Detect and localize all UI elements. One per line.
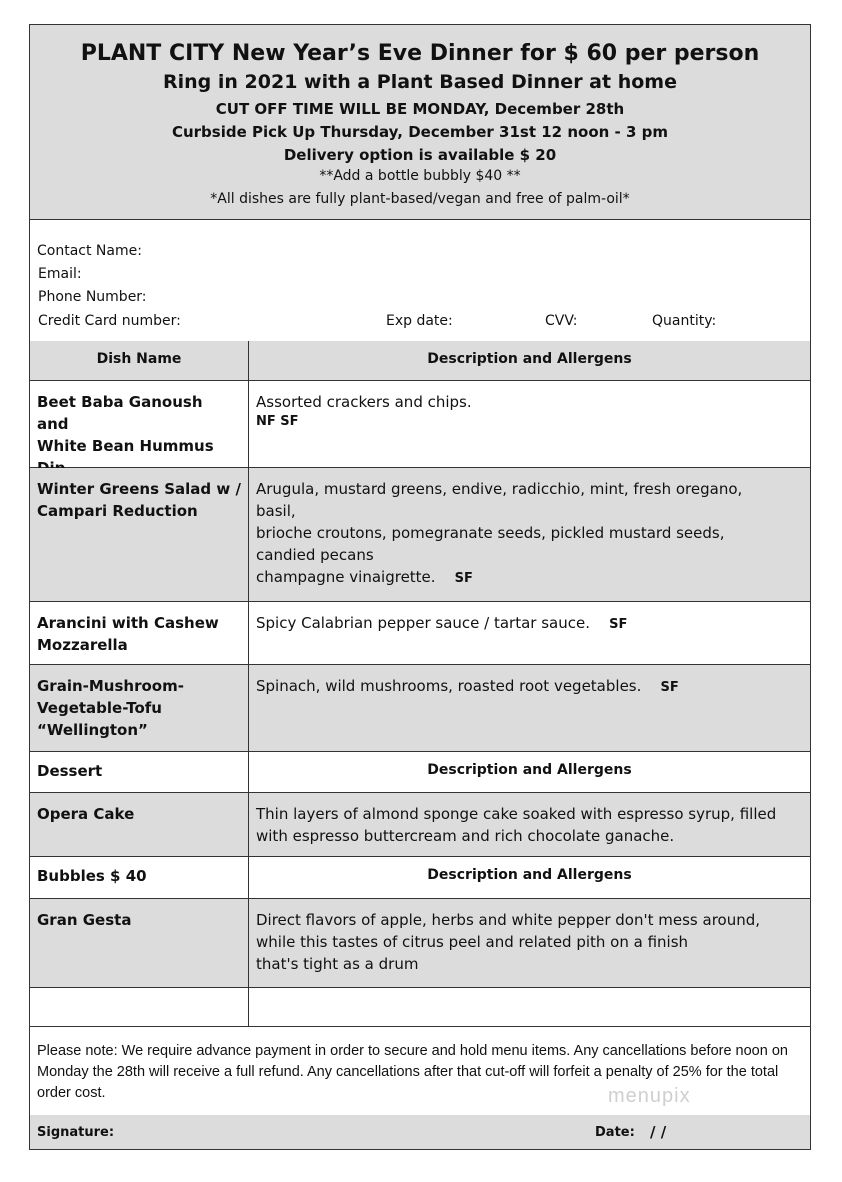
email-label: Email: [38, 266, 82, 282]
quantity-label: Quantity: [652, 313, 717, 329]
allergen-tags: SF [454, 571, 473, 586]
allergen-tags: SF [660, 680, 679, 695]
watermark: menupix [608, 1085, 691, 1107]
payment-note-text: Please note: We require advance payment in order to secure and hold menu items. Any cancellations before noon on Monday the 28th will receive a full refund. Any cancellations after that cut-off will forfeit a penalty of 25% for the total order cost. [37, 1043, 788, 1101]
exp-date-label: Exp date: [386, 313, 453, 329]
contact-name-label: Contact Name: [37, 243, 142, 259]
bubbles-title: Bubbles $ 40 [37, 867, 147, 885]
dish-description: Assorted crackers and chips. NF SF [256, 391, 796, 431]
dessert-header-row [30, 752, 810, 793]
dish-description: Spinach, wild mushrooms, roasted root vegetables. SF [256, 677, 679, 695]
dish-name: Arancini with Cashew Mozzarella [37, 614, 219, 654]
page-subtitle: Ring in 2021 with a Plant Based Dinner at home [163, 71, 677, 93]
dish-name: Beet Baba Ganoush and White Bean Hummus [37, 393, 214, 455]
payment-note [30, 1027, 810, 1116]
delivery-line: Delivery option is available $ 20 [283, 146, 557, 164]
description-header: Description and Allergens [427, 351, 632, 367]
order-form [29, 24, 811, 1150]
empty-table-row [30, 988, 810, 1027]
date-slashes: / / [650, 1123, 667, 1141]
cvv-label: CVV: [545, 313, 578, 329]
wine-description: Direct flavors of apple, herbs and white pepper don't mess around, while this tastes of citrus peel and related pith on a finish that's tight as a drum [256, 911, 761, 973]
dish-description: Arugula, mustard greens, endive, radicchio, mint, fresh oregano, basil, brioche croutons, pomegranate seeds, pickled mustard seeds, candied pecans champagne vinaigrette. SF [256, 480, 743, 586]
dish-name: Grain-Mushroom- Vegetable-Tofu “Wellington” [37, 677, 184, 739]
phone-label: Phone Number: [38, 289, 147, 305]
bubbles-header-row [30, 857, 810, 899]
dish-description: Spicy Calabrian pepper sauce / tartar sauce. SF [256, 614, 628, 632]
bubbly-line: **Add a bottle bubbly $40 ** [319, 168, 521, 184]
table-row [30, 793, 810, 857]
form-header [30, 25, 810, 220]
dessert-description-header: Description and Allergens [427, 762, 632, 778]
dish-name-header: Dish Name [96, 351, 182, 367]
page-title: PLANT CITY New Year’s Eve Dinner for $ 60 per person [80, 41, 760, 66]
cutoff-line: CUT OFF TIME WILL BE MONDAY, December 28th [215, 100, 625, 118]
wine-name: Gran Gesta [37, 911, 132, 929]
vegan-note: *All dishes are fully plant-based/vegan and free of palm-oil* [210, 191, 630, 207]
table-row [30, 899, 810, 988]
table-row [30, 468, 810, 602]
table-row [30, 665, 810, 752]
table-header-row [30, 341, 810, 381]
credit-card-label: Credit Card number: [38, 313, 181, 329]
pickup-line: Curbside Pick Up Thursday, December 31st 12 noon - 3 pm [171, 123, 669, 141]
bubbles-description-header: Description and Allergens [427, 867, 632, 883]
dish-name: Winter Greens Salad w / Campari Reduction [37, 480, 241, 520]
signature-row [30, 1115, 810, 1149]
allergen-tags: SF [609, 617, 628, 632]
table-row [30, 602, 810, 665]
dessert-description: Thin layers of almond sponge cake soaked with espresso syrup, filled with espresso buttercream and rich chocolate ganache. [256, 805, 777, 845]
dessert-title: Dessert [37, 762, 103, 780]
table-row [30, 381, 810, 468]
dessert-name: Opera Cake [37, 805, 135, 823]
date-label: Date: [595, 1125, 635, 1140]
allergen-tags: NF SF [256, 414, 299, 429]
contact-section [30, 219, 810, 342]
signature-label: Signature: [37, 1125, 115, 1140]
